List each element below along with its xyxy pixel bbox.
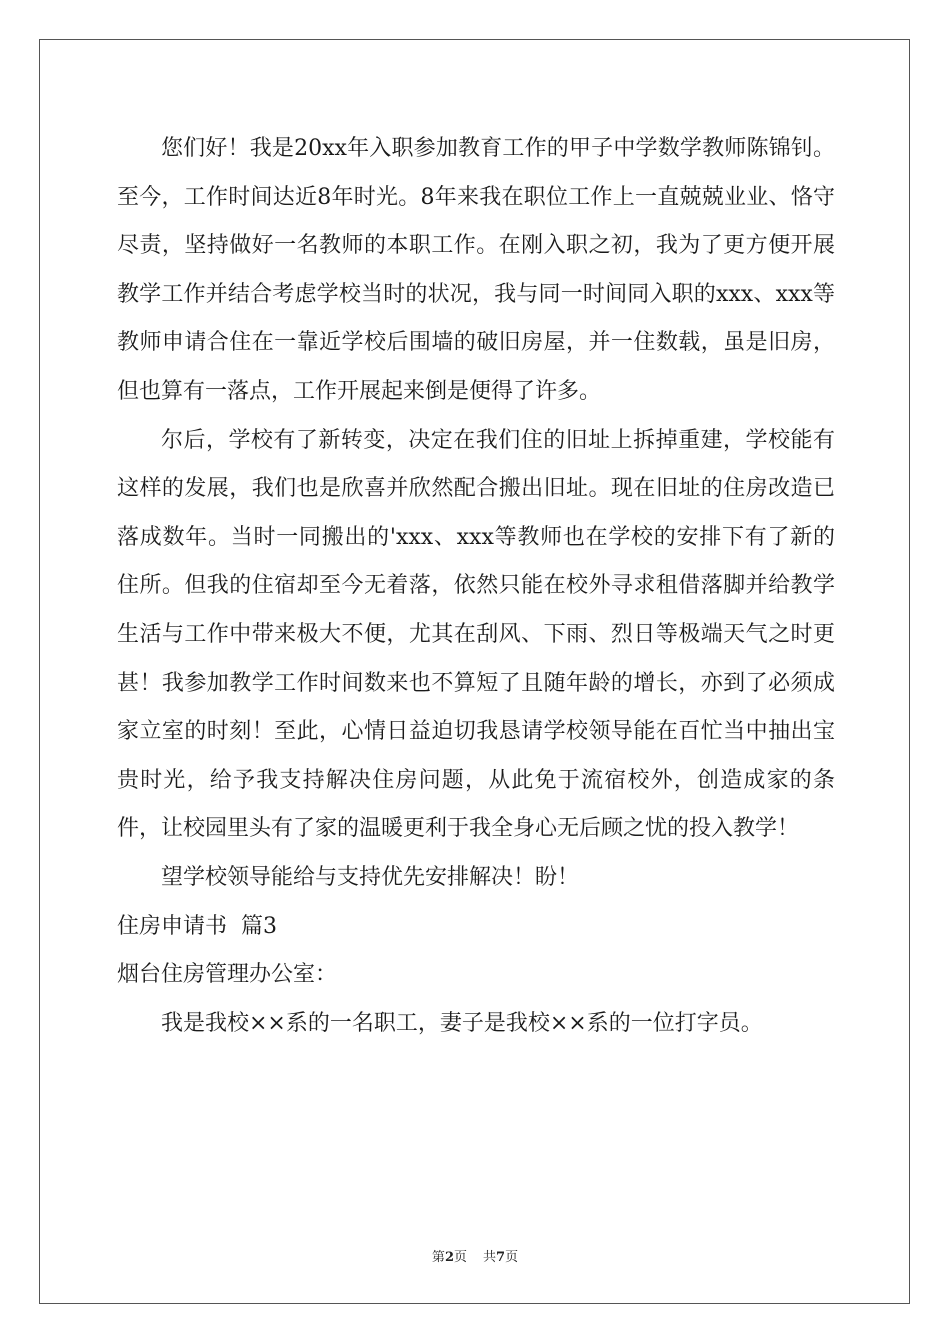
- total-suffix: 页: [505, 1250, 519, 1265]
- paragraph-3: 望学校领导能给与支持优先安排解决！盼！: [161, 864, 580, 890]
- total-pages: 7: [496, 1250, 506, 1265]
- total-prefix: 共: [483, 1250, 497, 1265]
- paragraph-1: 您们好！我是20xx年入职参加教育工作的甲子中学数学教师陈锦钊。至今，工作时间达近8年时光。8年来我在职位工作上一直兢兢业业、恪守尽责，坚持做好一名教师的本职工作。在刚入职之初，我为了更方便开展教学工作并结合考虑学校当时的状况，我与同一时间同入职的xxx、xxx等教师申请合住在一靠近学校后围墙的破旧房屋，并一住数载，虽是旧房，但也算有一落点，工作开展起来倒是便得了许多。: [117, 136, 835, 404]
- page-number: 2: [444, 1250, 454, 1265]
- page-suffix: 页: [453, 1250, 467, 1265]
- paragraph-4: 我是我校××系的一名职工，妻子是我校××系的一位打字员。: [161, 1010, 763, 1036]
- section-heading: 住房申请书 篇3: [117, 913, 277, 939]
- page-prefix: 第: [431, 1250, 445, 1265]
- page-footer: [0, 1246, 950, 1265]
- document-body: [117, 125, 835, 1048]
- paragraph-2: 尔后，学校有了新转变，决定在我们住的旧址上拆掉重建，学校能有这样的发展，我们也是欣喜并欣然配合搬出旧址。现在旧址的住房改造已落成数年。当时一同搬出的'xxx、xxx等教师也在学校的安排下有了新的住所。但我的住宿却至今无着落，依然只能在校外寻求租借落脚并给教学生活与工作中带来极大不便，尤其在刮风、下雨、烈日等极端天气之时更甚！我参加教学工作时间数来也不算短了且随年龄的增长，亦到了必须成家立室的时刻！至此，心情日益迫切我恳请学校领导能在百忙当中抽出宝贵时光，给予我支持解决住房问题，从此免于流宿校外，创造成家的条件，让校园里头有了家的温暖更利于我全身心无后顾之忧的投入教学！: [117, 427, 835, 842]
- addressee: 烟台住房管理办公室：: [117, 962, 338, 988]
